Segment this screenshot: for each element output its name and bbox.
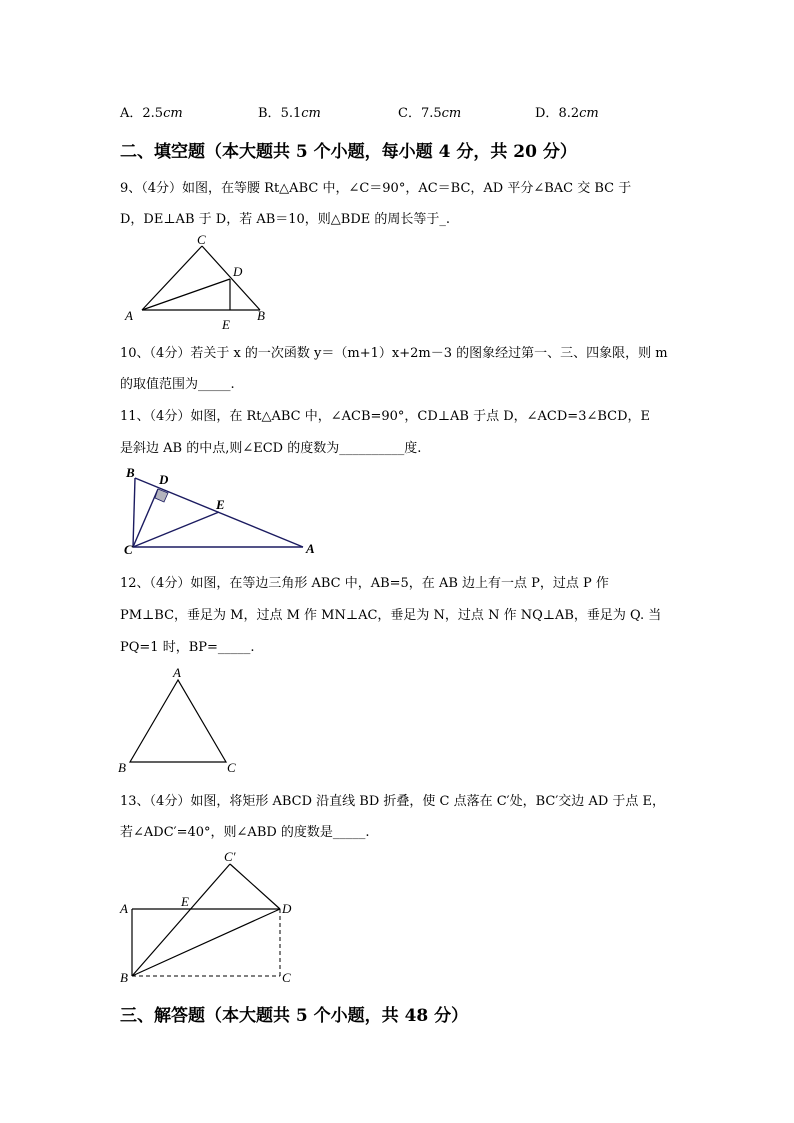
q11-text-line-1: 11、（4分）如图，在 Rt△ABC 中，∠ACB=90°，CD⊥AB 于点 D，∠ACD=3∠BCD，E [120, 409, 651, 424]
q12-text-line-2: PM⊥BC，垂足为 M，过点 M 作 MN⊥AC，垂足为 N，过点 N 作 NQ⊥AB，垂足为 Q. 当 [120, 608, 662, 623]
q11-side-bc [133, 478, 135, 547]
q12-text-line-3: PQ=1 时，BP=_____. [120, 640, 255, 655]
q13-label-d: D [282, 901, 292, 916]
q10-text-line-2: 的取值范围为_____. [120, 377, 235, 392]
q9-label-a: A [125, 308, 133, 323]
option-b: B．5.1cm [258, 106, 321, 121]
q9-label-e: E [222, 317, 230, 332]
q13-diagonal-bd [132, 909, 280, 976]
q11-label-c: C [124, 542, 133, 557]
q11-label-a: A [306, 541, 315, 556]
q13-text-line-2: 若∠ADC′=40°，则∠ABD 的度数是_____. [120, 825, 370, 840]
q13-text-line-1: 13、（4分）如图，将矩形 ABCD 沿直线 BD 折叠，使 C 点落在 C′处，BC′交边 AD 于点 E， [120, 794, 666, 809]
q11-text-line-2: 是斜边 AB 的中点,则∠ECD 的度数为__________度. [120, 441, 422, 456]
q13-label-b: B [120, 970, 128, 985]
q13-label-c: C [282, 970, 291, 985]
q11-label-e: E [216, 497, 225, 512]
section-3-title: 三、解答题（本大题共 5 个小题，共 48 分） [120, 1006, 469, 1026]
option-a: A．2.5cm [120, 106, 183, 121]
q11-figure [120, 466, 320, 560]
q13-label-a: A [120, 901, 128, 916]
q9-segment-ad [142, 279, 230, 310]
q9-text-line-1: 9、（4分）如图，在等腰 Rt△ABC 中，∠C＝90°，AC＝BC，AD 平分∠BAC 交 BC 于 [120, 181, 632, 196]
section-2-title: 二、填空题（本大题共 5 个小题，每小题 4 分，共 20 分） [120, 142, 577, 162]
option-d: D．8.2cm [535, 106, 599, 121]
q11-label-d: D [159, 472, 169, 487]
q12-label-a: A [173, 665, 181, 680]
q12-figure [112, 662, 252, 776]
q13-segment-c-prime-d [230, 864, 280, 909]
q12-label-c: C [227, 760, 236, 775]
q10-text-line-1: 10、（4分）若关于 x 的一次函数 y＝（m+1）x+2m－3 的图象经过第一、三、四象限，则 m [120, 346, 668, 361]
q9-side-ac [142, 246, 202, 310]
option-c: C．7.5cm [398, 106, 462, 121]
q13-label-c-prime: C′ [224, 849, 236, 864]
q9-text-line-2: D，DE⊥AB 于 D，若 AB＝10，则△BDE 的周长等于_. [120, 212, 451, 227]
q9-side-cb [202, 246, 260, 310]
q9-label-d: D [233, 264, 243, 279]
q9-label-b: B [257, 308, 265, 323]
q12-text-line-1: 12、（4分）如图，在等边三角形 ABC 中，AB=5，在 AB 边上有一点 P，过点 P 作 [120, 576, 609, 591]
q13-figure [112, 846, 302, 988]
q13-label-e: E [181, 894, 189, 909]
q9-figure [120, 232, 280, 332]
q13-segment-bc-prime [132, 864, 230, 976]
q12-triangle-abc [130, 680, 226, 762]
q9-label-c: C [197, 232, 206, 247]
q12-label-b: B [118, 760, 126, 775]
q11-label-b: B [126, 466, 135, 480]
